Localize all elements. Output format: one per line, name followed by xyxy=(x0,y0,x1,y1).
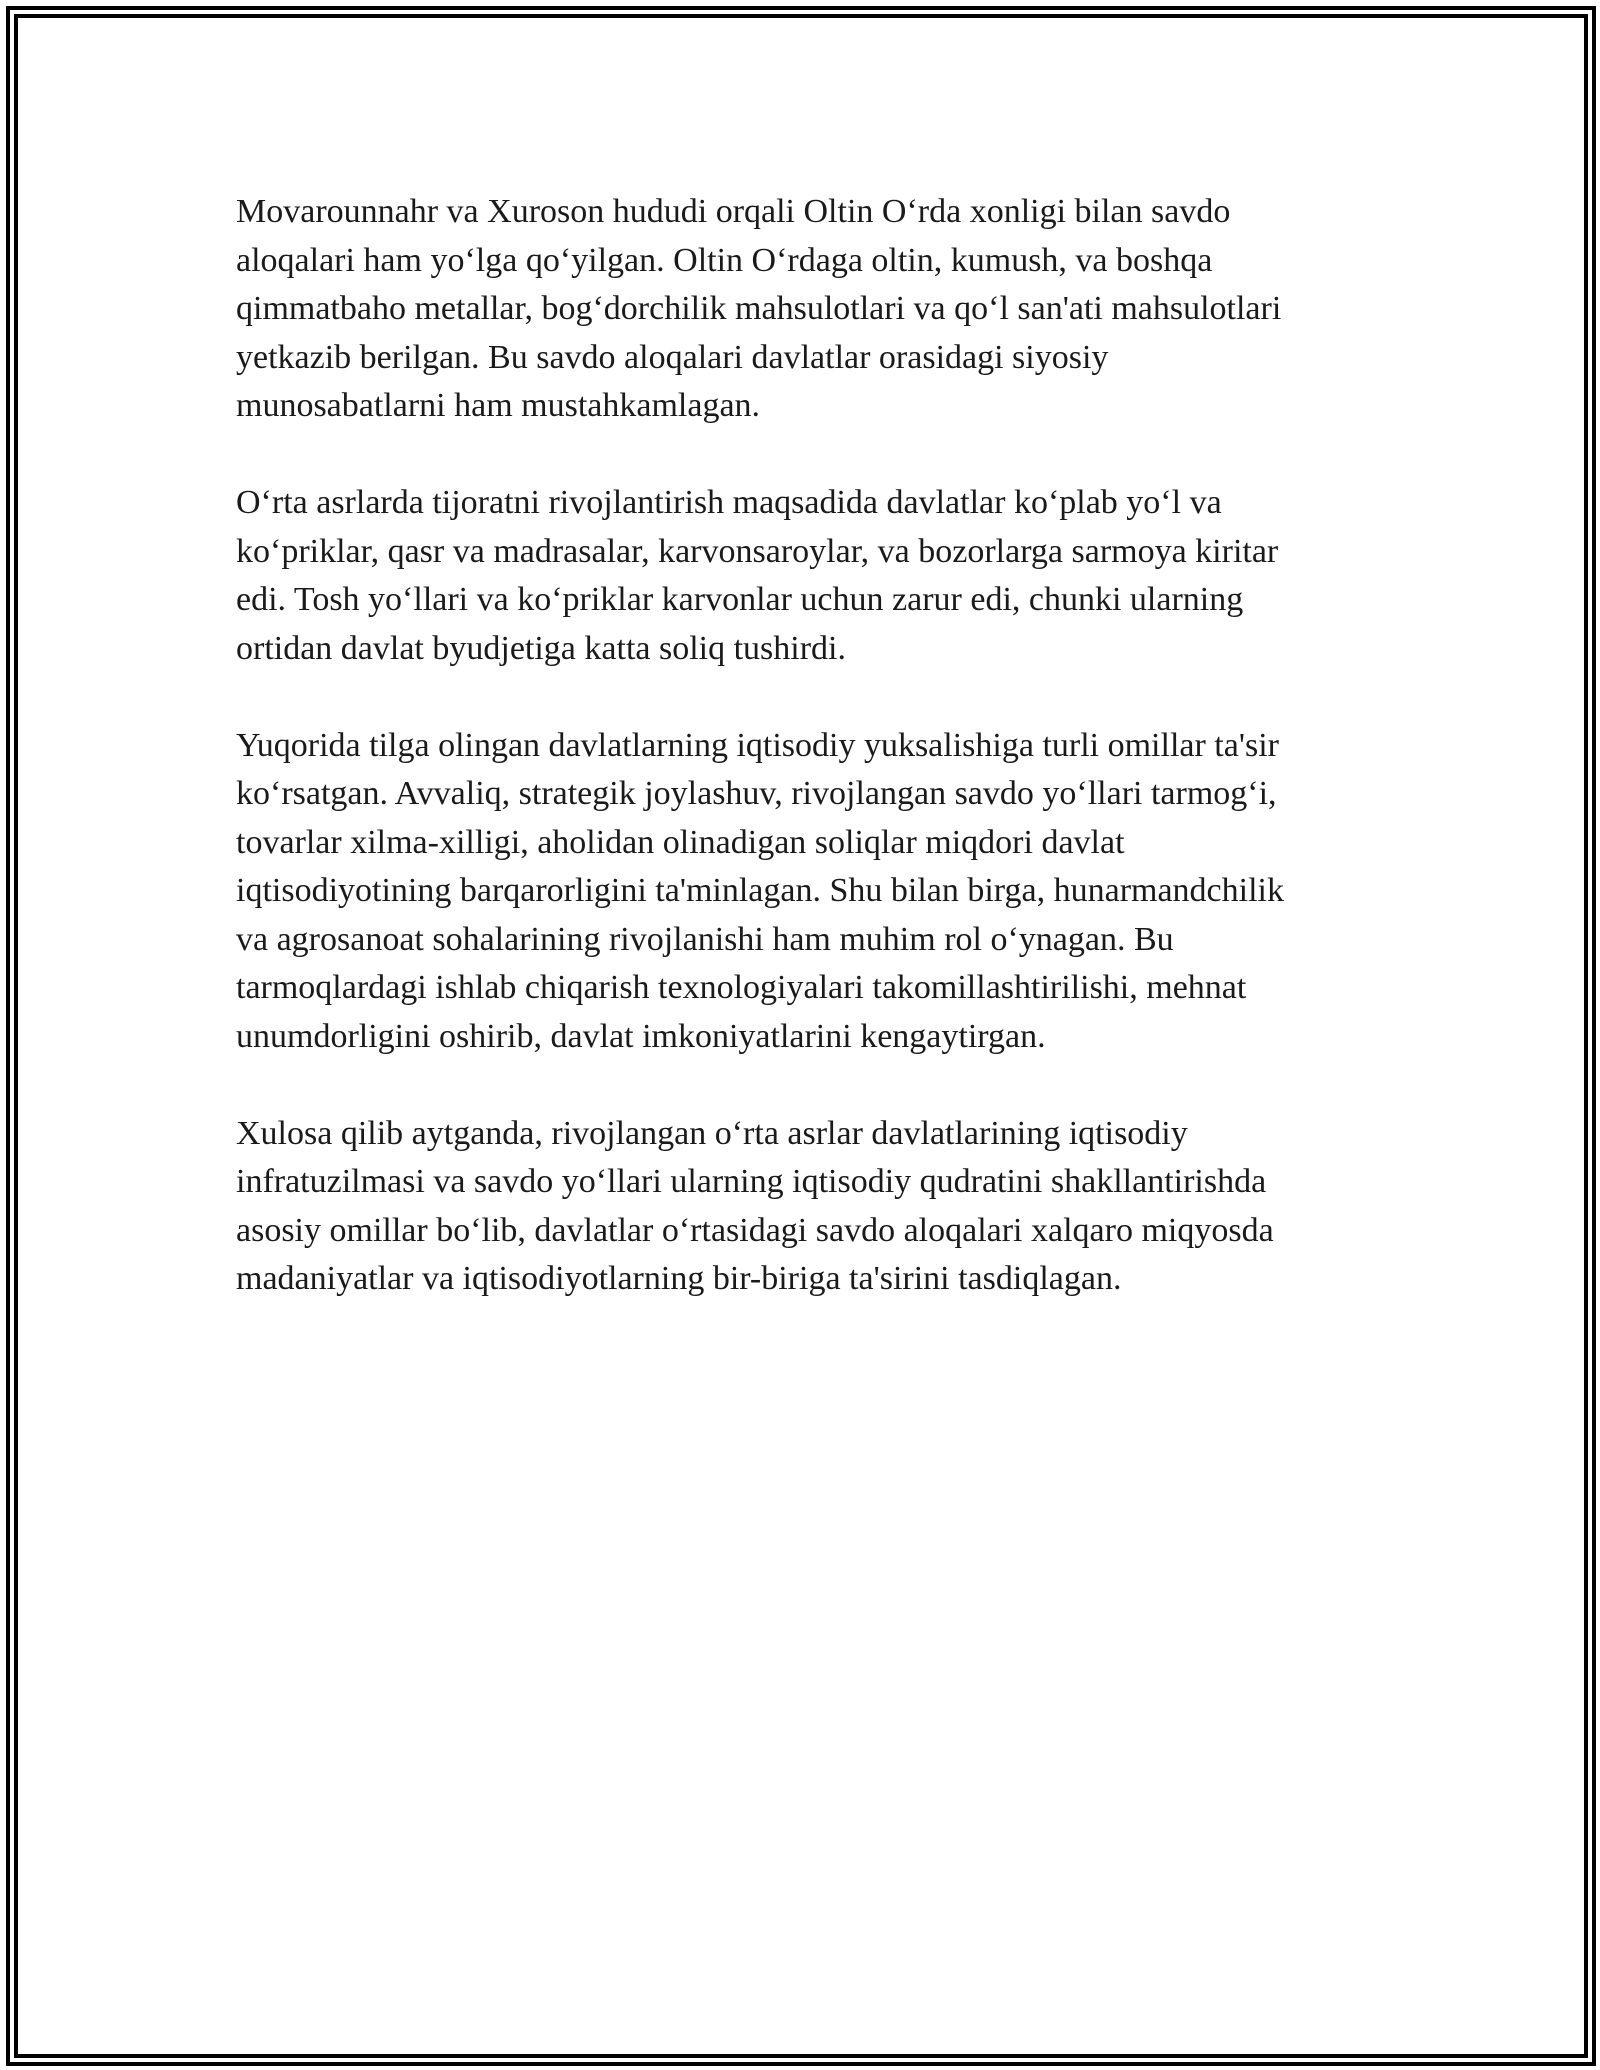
paragraph-line: ko‘rsatgan. Avvaliq, strategik joylashuv, rivojlangan savdo yo‘llari tarmog‘i, xyxy=(236,775,1277,812)
paragraph-2 xyxy=(236,479,1396,673)
paragraph-line: edi. Tosh yo‘llari va ko‘priklar karvonlar uchun zarur edi, chunki ularning xyxy=(236,581,1244,618)
paragraph-line: Xulosa qilib aytganda, rivojlangan o‘rta asrlar davlatlarining iqtisodiy xyxy=(236,1114,1188,1152)
paragraph-line: va agrosanoat sohalarining rivojlanishi ham muhim rol o‘ynagan. Bu xyxy=(236,920,1174,958)
paragraph-line: O‘rta asrlarda tijoratni rivojlantirish maqsadida davlatlar ko‘plab yo‘l va xyxy=(236,484,1222,521)
paragraph-line: iqtisodiyotining barqarorligini ta'minlagan. Shu bilan birga, hunarmandchilik xyxy=(236,872,1284,909)
paragraph-line: qimmatbaho metallar, bog‘dorchilik mahsulotlari va qo‘l san'ati mahsulotlari xyxy=(236,290,1282,327)
paragraph-line: munosabatlarni ham mustahkamlagan. xyxy=(236,387,761,424)
paragraph-line: asosiy omillar bo‘lib, davlatlar o‘rtasidagi savdo aloqalari xalqaro miqyosda xyxy=(236,1211,1274,1249)
paragraph-line: ko‘priklar, qasr va madrasalar, karvonsaroylar, va bozorlarga sarmoya kiritar xyxy=(236,532,1279,570)
paragraph-3 xyxy=(236,722,1396,1062)
paragraph-line: tarmoqlardagi ishlab chiqarish texnologiyalari takomillashtirilishi, mehnat xyxy=(236,969,1247,1006)
paragraph-4 xyxy=(236,1110,1396,1304)
paragraph-line: Movarounnahr va Xuroson hududi orqali Oltin O‘rda xonligi bilan savdo xyxy=(236,193,1231,230)
paragraph-line: tovarlar xilma-xilligi, aholidan olinadigan soliqlar miqdori davlat xyxy=(236,823,1125,861)
paragraph-line: Yuqorida tilga olingan davlatlarning iqtisodiy yuksalishiga turli omillar ta'sir xyxy=(236,726,1279,764)
paragraph-line: infratuzilmasi va savdo yo‘llari ularning iqtisodiy qudratini shakllantirishda xyxy=(236,1163,1267,1200)
paragraph-line: madaniyatlar va iqtisodiyotlarning bir-biriga ta'sirini tasdiqlagan. xyxy=(236,1260,1122,1297)
paragraph-line: aloqalari ham yo‘lga qo‘yilgan. Oltin O‘rdaga oltin, kumush, va boshqa xyxy=(236,241,1213,279)
paragraph-line: ortidan davlat byudjetiga katta soliq tushirdi. xyxy=(236,629,846,667)
paragraph-1 xyxy=(236,188,1396,431)
document-body xyxy=(236,188,1396,1352)
paragraph-line: yetkazib berilgan. Bu savdo aloqalari davlatlar orasidagi siyosiy xyxy=(236,338,1109,376)
paragraph-line: unumdorligini oshirib, davlat imkoniyatlarini kengaytirgan. xyxy=(236,1017,1046,1055)
